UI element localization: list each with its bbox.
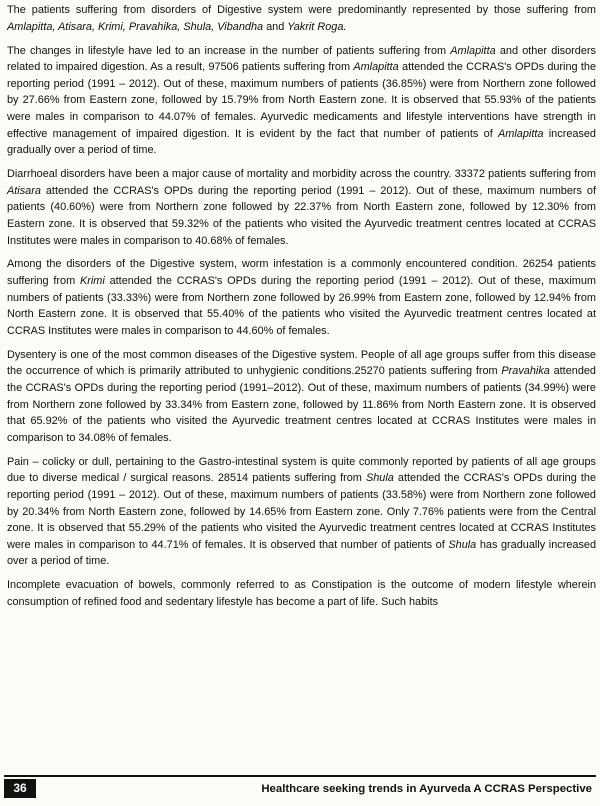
paragraph (7, 256, 596, 339)
italic-term: Pravahika (501, 365, 550, 378)
paragraph (7, 166, 596, 249)
text-run: attended the CCRAS's OPDs during the reporting period (1991–2012). Out of these, maximum numbers of patients (34.99%) were from Northern zone followed by 33.34% from Eastern zone, followed by 11.86% from North Eastern zone. It is observed that 65.92% of the patients who visited the Ayurvedic treatment centres located at CCRAS Institutes were males in comparison to 34.08% of females. (7, 365, 596, 444)
text-run: Incomplete evacuation of bowels, commonly referred to as Constipation is the outcome of modern lifestyle wherein consumption of refined food and sedentary lifestyle has become a part of life. Such habits (7, 579, 596, 608)
paragraph (7, 347, 596, 447)
italic-term: Amlapitta (353, 61, 399, 74)
italic-term: Atisara (7, 184, 41, 197)
text-run: has gradually increased over a period of time. (7, 538, 597, 568)
footer-rule (4, 775, 596, 777)
text-run: The patients suffering from disorders of Digestive system were predominantly represented by those suffering from (7, 4, 596, 16)
text-run: The changes in lifestyle have led to an increase in the number of patients suffering from (7, 44, 451, 57)
text-run: and (263, 20, 288, 33)
text-run: attended the CCRAS's OPDs during the reporting period (1991 – 2012). Out of these, maximum numbers of patients (40.60%) were from Northern zone followed by 22.37% from North Eastern zone, followed by 12.30% from Eastern zone. It is observed that 59.32% of the patients who visited the Ayurvedic treatment centres located at CCRAS Institutes were males in comparison to 40.68% of females. (7, 184, 596, 247)
paragraph (7, 454, 596, 570)
text-run: attended the CCRAS's OPDs during the reporting period (1991 – 2012). Out of these, maximum numbers of patients (33.33%) were from Northern zone followed by 26.99% from Eastern zone, followed by 12.94% from North Eastern zone. It is observed that 55.40% of the patients who visited the Ayurvedic treatment centres located at CCRAS Institutes were males in comparison to 44.60% of females. (7, 275, 596, 337)
paragraph (7, 43, 596, 159)
text-run: Dysentery is one of the most common diseases of the Digestive system. People of all age groups suffer from this disease the occurrence of which is primarily attributed to unhygienic conditions.25270 patients suffering from (7, 348, 596, 378)
text-run: attended the CCRAS's OPDs during the reporting period (1991 – 2012). Out of these, maximum numbers of patients (36.85%) were from Northern zone followed by 27.66% from Eastern zone, followed by 15.79% from North Eastern zone. It is observed that 55.93% of the patients were males in comparison to 44.07% of females. Ayurvedic medicaments and lifestyle interventions have strength in effective management of impaired digestion. It is evident by the fact that number of patients of (7, 61, 597, 140)
italic-term: Shula (448, 538, 477, 551)
text-run: attended the CCRAS's OPDs during the reporting period (1991 – 2012). Out of these, maximum numbers of patients (33.58%) were from Northern zone followed by 20.34% from North Eastern zone, followed by 14.65% from Eastern zone. Only 7.76% patients were from the Central zone. It is observed that 55.29% of the patients who visited the Ayurvedic treatment centres located at CCRAS Institutes were males in comparison to 44.71% of females. It is observed that number of patients of (7, 472, 596, 551)
text-run: and other disorders related to impaired digestion. As a result, 97506 patients suffering from (7, 44, 596, 74)
paragraph (7, 2, 596, 35)
text-run: Pain – colicky or dull, pertaining to the Gastro-intestinal system is quite commonly reported by patients of all age groups due to diverse medical / surgical reasons. 28514 patients suffering from (7, 455, 596, 485)
italic-term: Krimi (79, 275, 105, 288)
page-footer (0, 775, 600, 806)
text-run: increased gradually over a period of time. (7, 127, 596, 157)
text-run: Diarrhoeal disorders have been a major cause of mortality and morbidity across the country. 33372 patients suffering from (7, 168, 596, 181)
italic-term: Shula (365, 472, 394, 485)
paragraph (7, 577, 596, 610)
italic-term: Amlapitta, Atisara, Krimi, Pravahika, Shula, Vibandha (7, 20, 264, 33)
italic-term: Yakrit Roga. (287, 20, 347, 33)
document-body (7, 2, 596, 611)
text-run: Among the disorders of the Digestive system, worm infestation is a commonly encountered condition. 26254 patients suffering from (7, 258, 596, 288)
page-number: 36 (4, 779, 36, 798)
italic-term: Amlapitta (450, 44, 496, 57)
italic-term: Amlapitta (498, 127, 544, 140)
running-title: Healthcare seeking trends in Ayurveda A CCRAS Perspective (261, 783, 592, 795)
